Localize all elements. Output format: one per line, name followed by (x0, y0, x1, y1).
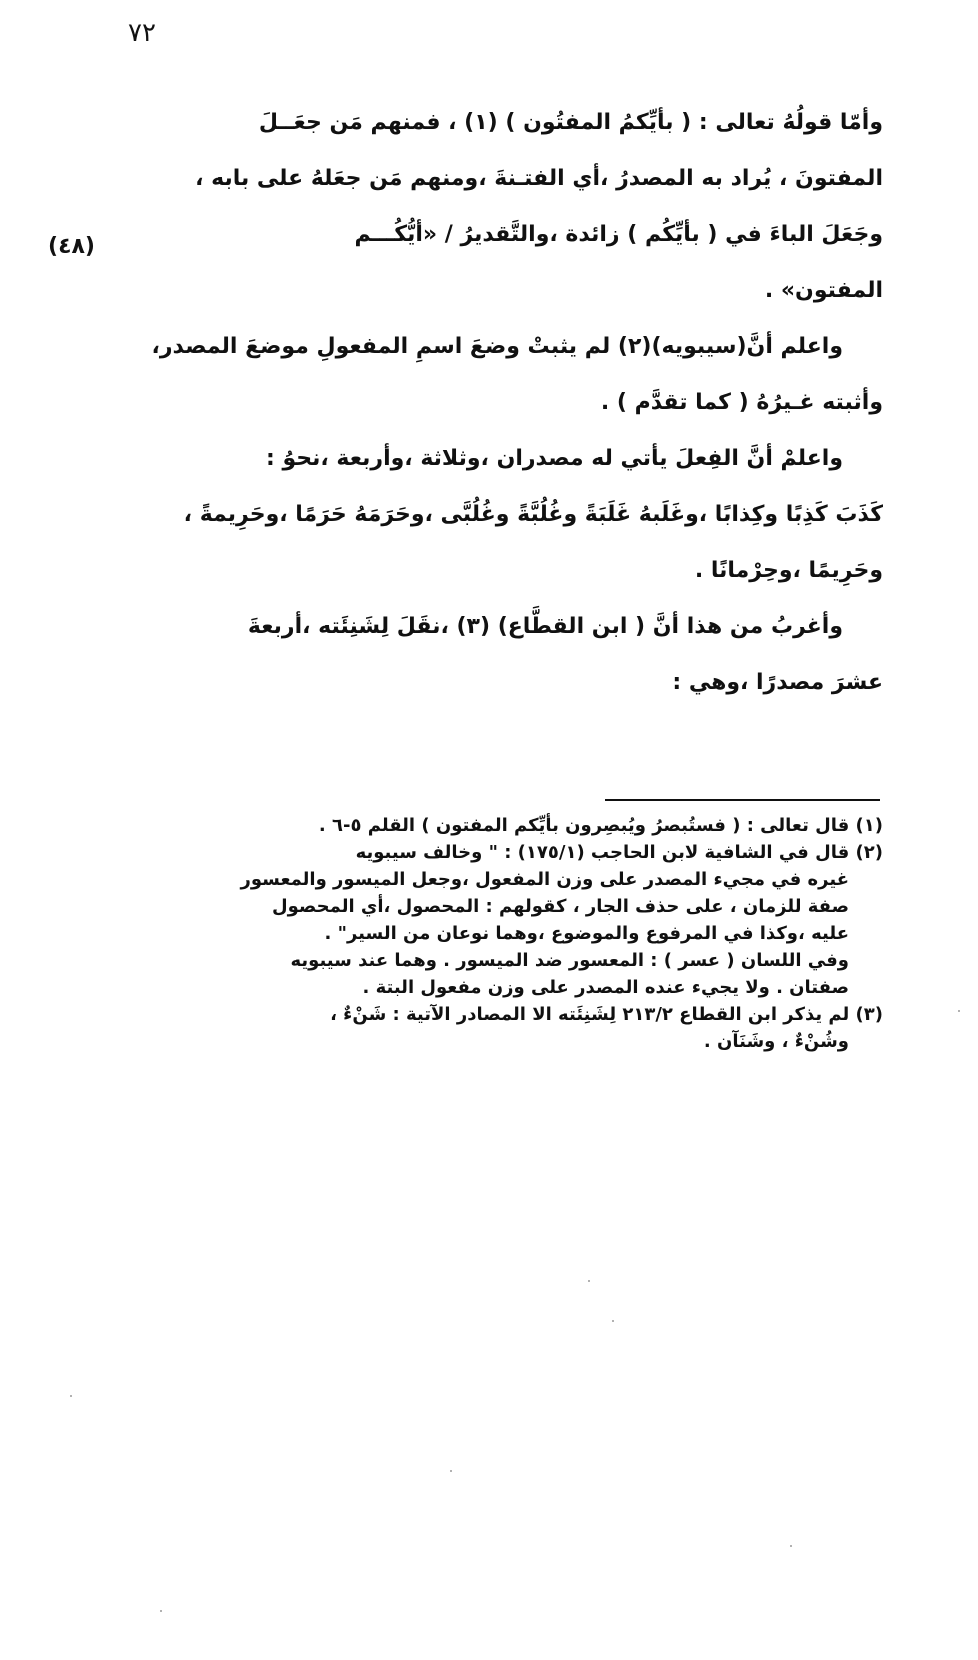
text-line-9: وحَرِيمًا ،وحِرْمانًا . (694, 558, 883, 583)
text-line-3: وجَعَلَ الباءَ في ( بأيِّكُم ) زائدة ،والتَّقديرُ / «أيُّكُـــم (354, 222, 883, 247)
text-line-8: كَذَبَ كَذِبًا وكِذابًا ،وغَلَبهُ غَلَبَةً وغُلُبَّةً وغُلُبَّى ،وحَرَمَهُ حَرَمًا ،وحَرِيمةً ، (183, 502, 883, 527)
text-line-4: المفتون» . (764, 278, 883, 303)
scan-speck (588, 1280, 590, 1282)
page-number: ٧٢ (128, 18, 156, 48)
footnote-1: (١) قال تعالى : ( فستُبصرُ ويُبصِرون بأيِّكم المفتون ) القلم ٥-٦ . (318, 815, 883, 836)
main-text (53, 95, 883, 711)
footnote-2-cont-2: صفة للزمان ، على حذف الجار ، كقولهم : المحصول ،أي المحصول (272, 896, 849, 917)
footnote-divider (605, 799, 880, 801)
footnotes (53, 812, 883, 1055)
footnote-2-cont-4: وفي اللسان ( عسر ) : المعسور ضد الميسور . وهما عند سيبويه (290, 950, 849, 971)
scan-speck (450, 1470, 452, 1472)
footnote-2-cont-3: عليه ،وكذا في المرفوع والموضوع ،وهما نوعان من السير" . (324, 923, 849, 944)
scan-speck (790, 1545, 792, 1547)
footnote-3-cont: وشُنْءٌ ، وشَنَآن . (703, 1031, 849, 1052)
scan-speck (70, 1395, 72, 1397)
scan-speck (160, 1610, 162, 1612)
footnote-2: (٢) قال في الشافية لابن الحاجب (١٧٥/١) : " وخالف سيبويه (355, 842, 883, 863)
text-line-11: عشرَ مصدرًا ،وهي : (672, 670, 883, 695)
footnote-2-cont-1: غيره في مجيء المصدر على وزن المفعول ،وجعل الميسور والمعسور (240, 869, 849, 890)
text-line-1: وأمّا قولُهُ تعالى : ( بأيِّكمُ المفتُون ) (١) ، فمنهم مَن جعَــلَ (258, 110, 883, 135)
text-line-2: المفتونَ ، يُراد به المصدرُ ،أي الفتـنةَ ،ومنهم مَن جعَلهُ على بابه ، (195, 166, 883, 191)
footnote-3: (٣) لم يذكر ابن القطاع ٢١٣/٢ لِشَنِئَته الا المصادر الآتية : شَنْءٌ ، (330, 1004, 883, 1025)
footnote-2-cont-5: صفتان . ولا يجيء عنده المصدر على وزن مفعول البتة . (362, 977, 849, 998)
scan-speck (958, 1010, 960, 1012)
text-line-5: واعلم أنَّ(سيبويه)(٢) لم يثبتْ وضعَ اسمِ المفعولِ موضعَ المصدر، (151, 334, 843, 359)
text-line-6: وأثبته غـيرُهُ ( كما تقدَّم ) . (600, 390, 883, 415)
text-line-7: واعلمْ أنَّ الفِعلَ يأتي له مصدران ،وثلاثة ،وأربعة ،نحوُ : (266, 446, 843, 471)
margin-folio-marker: (٤٨) (48, 234, 95, 259)
text-line-10: وأغربُ من هذا أنَّ ( ابن القطَّاع) (٣) ،نقَلَ لِشَنِئَته ،أربعةَ (247, 614, 843, 639)
scan-speck (612, 1320, 614, 1322)
